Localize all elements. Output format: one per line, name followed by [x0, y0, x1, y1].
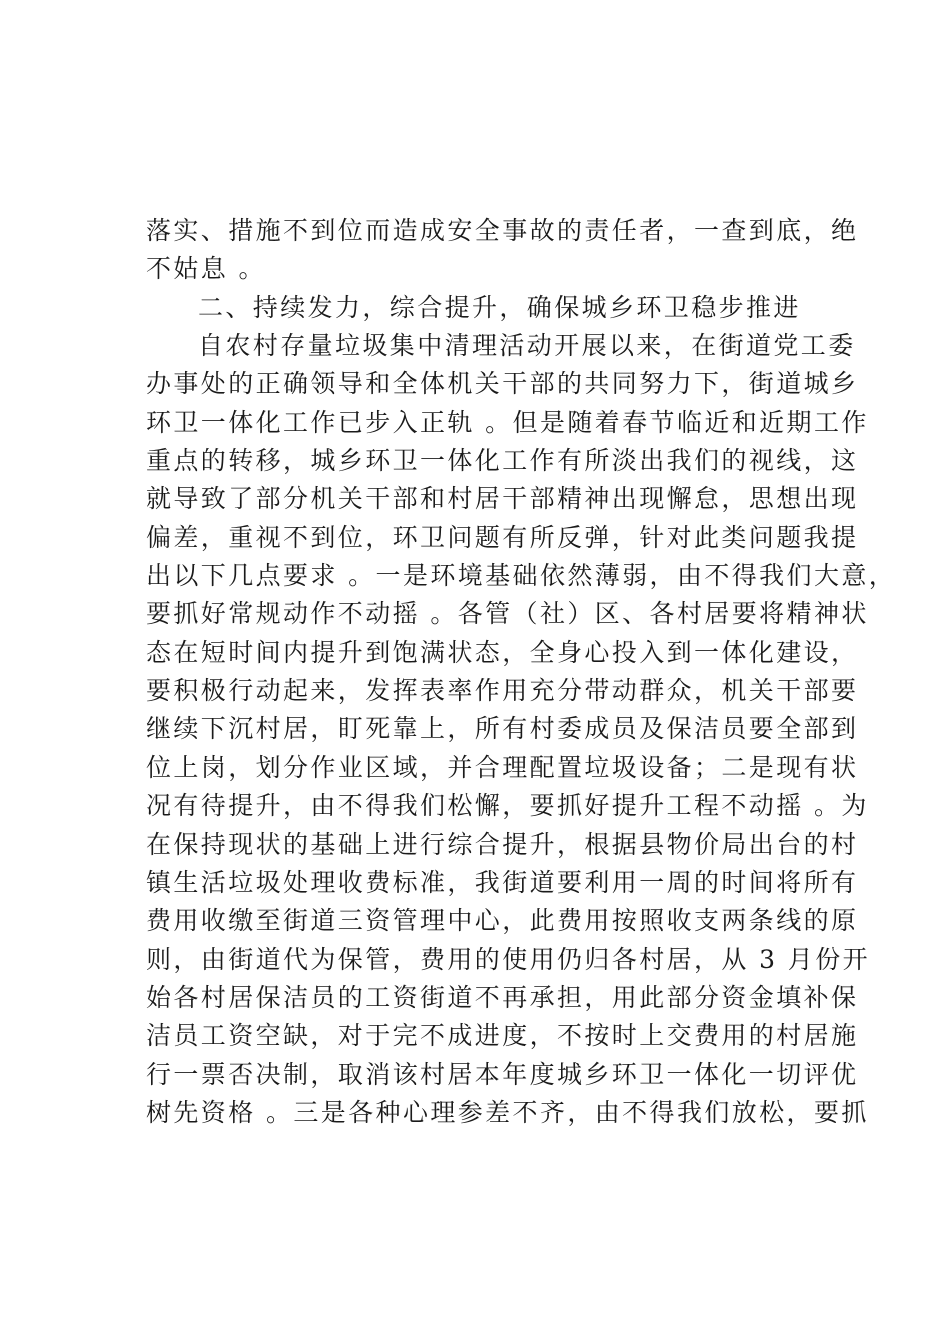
text-line: 落实、措施不到位而造成安全事故的责任者，一查到底，绝 [146, 216, 859, 245]
text-line: 环卫一体化工作已步入正轨 。但是随着春节临近和近期工作 [146, 407, 869, 437]
body-text [146, 212, 897, 1132]
text-line: 行一票否决制，取消该村居本年度城乡环卫一体化一切评优 [146, 1059, 859, 1089]
section-heading: 二、持续发力，综合提升，确保城乡环卫稳步推进 [198, 292, 801, 322]
text-line: 继续下沉村居，盯死靠上，所有村委成员及保洁员要全部到 [146, 714, 859, 744]
text-line: 偏差，重视不到位，环卫问题有所反弹，针对此类问题我提 [146, 522, 859, 552]
text-line: 自农村存量垃圾集中清理活动开展以来，在街道党工委 [198, 331, 856, 361]
text-line: 位上岗，划分作业区域，并合理配置垃圾设备；二是现有状 [146, 752, 859, 782]
text-line: 在保持现状的基础上进行综合提升，根据县物价局出台的村 [146, 829, 859, 859]
text-line: 树先资格 。三是各种心理参差不齐，由不得我们放松，要抓 [146, 1097, 869, 1127]
text-line: 出以下几点要求 。一是环境基础依然薄弱，由不得我们大意， [146, 561, 897, 591]
text-line: 况有待提升，由不得我们松懈，要抓好提升工程不动摇 。为 [146, 791, 869, 821]
text-line: 重点的转移，城乡环卫一体化工作有所淡出我们的视线，这 [146, 446, 859, 476]
text-line: 洁员工资空缺，对于完不成进度，不按时上交费用的村居施 [146, 1021, 859, 1051]
text-line: 要抓好常规动作不动摇 。各管（社）区、各村居要将精神状 [146, 599, 869, 629]
text-line: 始各村居保洁员的工资街道不再承担，用此部分资金填补保 [146, 982, 859, 1012]
text-line: 态在短时间内提升到饱满状态，全身心投入到一体化建设， [146, 637, 859, 667]
text-line: 费用收缴至街道三资管理中心，此费用按照收支两条线的原 [146, 906, 859, 936]
text-line: 则，由街道代为保管，费用的使用仍归各村居，从 3 月份开 [146, 944, 871, 974]
text-line: 要积极行动起来，发挥表率作用充分带动群众，机关干部要 [146, 676, 859, 706]
text-line: 不姑息 。 [146, 254, 266, 284]
text-line: 镇生活垃圾处理收费标准，我街道要利用一周的时间将所有 [146, 867, 859, 897]
text-line: 就导致了部分机关干部和村居干部精神出现懈怠，思想出现 [146, 484, 859, 514]
text-line: 办事处的正确领导和全体机关干部的共同努力下，街道城乡 [146, 369, 859, 399]
